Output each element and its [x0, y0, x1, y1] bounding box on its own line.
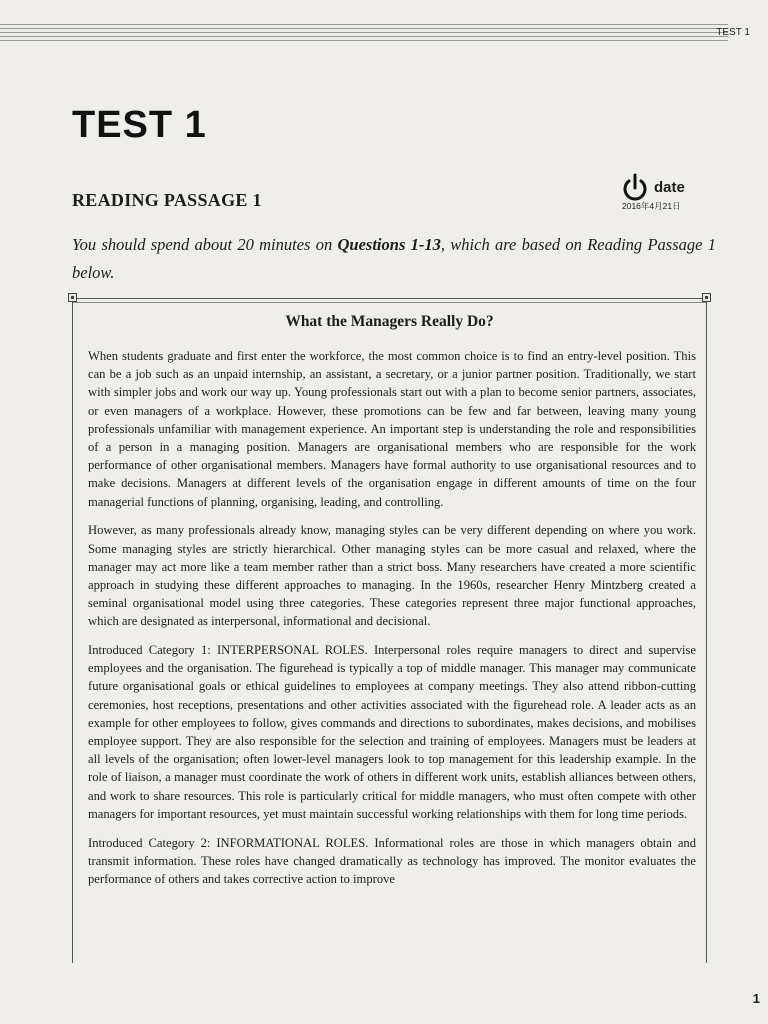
page-number: 1: [752, 991, 760, 1006]
passage-paragraph: When students graduate and first enter the workforce, the most common choice is to find an entry-level position. This can be a job such as an unpaid internship, an assistant, a secretary, or a junior partner position. Traditionally, we start with simpler jobs and work our way up. Young professionals start out with a plan to become senior partners, associates, or even managers of a workplace. However, these promotions can be few and far between, leaving many young professionals unfamiliar with management experience. An important step is understanding the role and responsibilities of a person in a managing position. Managers are organisational members who are responsible for the work performance of other organisational members. Managers have formal authority to use organisational resources and to make decisions. Managers at different levels of the organisation engage in different amounts of time on the four managerial functions of planning, organising, leading, and controlling.: [88, 349, 696, 509]
passage-label: READING PASSAGE 1: [72, 190, 262, 210]
passage-paragraph: Introduced Category 1: INTERPERSONAL ROLES. Interpersonal roles require managers to direct and supervise employees and the organisation. The figurehead is typically a top of middle manager. This manager may communicate future organisational goals or ethical guidelines to employees at company meetings. They also attend ribbon-cutting ceremonies, host receptions, presentations and other activities associated with the figurehead role. A leader acts as an example for other employees to follow, gives commands and directions to subordinates, makes decisions, and mobilises employee support. They are also responsible for the selection and training of employees. Managers must be leaders at all levels of the organisation; often lower-level managers look to top management for this leadership example. In the role of liaison, a manager must coordinate the work of others in different work units, establish alliances between others, and work to share resources. This role is particularly critical for middle managers, who must often compete with other managers for important resources, yet must maintain successful working relationships with them for long time periods.: [88, 643, 696, 821]
box-corner-ornament: [68, 293, 77, 302]
box-divider: [73, 302, 706, 303]
passage-paragraph: However, as many professionals already know, managing styles can be very different depending on where you work. Some managing styles are strictly hierarchical. Other managing styles can be more casual and relaxed, where the manager may act more like a team member rather than a strict boss. Many researchers have created a more scientific approach in studying these different approaches to managing. In the 1960s, researcher Henry Mintzberg created a seminal organisational model using three categories. These categories represent three major functional approaches, which are designated as interpersonal, informational and decisional.: [88, 523, 696, 629]
test-title: TEST 1: [72, 104, 207, 146]
passage-paragraph: Introduced Category 2: INFORMATIONAL ROLES. Informational roles are those in which managers obtain and transmit information. These roles have changed dramatically as technology has improved. The monitor evaluates the performance of others and takes corrective action to improve: [88, 835, 696, 886]
power-icon: [620, 172, 650, 202]
header-band: [0, 22, 768, 44]
passage-box: [72, 298, 707, 963]
date-word: date: [654, 179, 685, 196]
instructions: [72, 231, 716, 287]
date-value: 2016年4月21日: [622, 201, 681, 211]
running-header: TEST 1: [716, 27, 750, 38]
passage-title: What the Managers Really Do?: [285, 313, 494, 330]
box-corner-ornament: [702, 293, 711, 302]
date-stamp: [618, 172, 718, 212]
passage-body: [88, 347, 696, 899]
instructions-before: You should spend about 20 minutes on: [72, 235, 338, 254]
instructions-questions: Questions 1-13: [337, 235, 441, 254]
instructions-after: , which are based on Reading Passage 1 below.: [72, 235, 716, 282]
